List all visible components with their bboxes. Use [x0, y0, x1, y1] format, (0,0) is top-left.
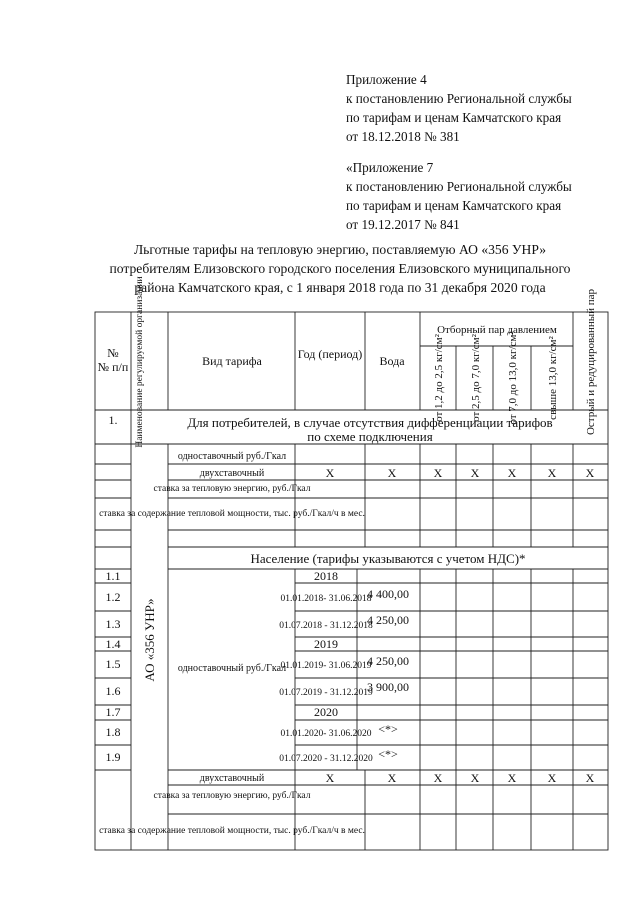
pop-rate-heat: ставка за тепловую энергию, руб./Гкал: [153, 791, 311, 801]
appendix-previous-line: «Приложение 7: [346, 160, 434, 175]
pop-row-num: 1.8: [105, 725, 121, 739]
pop-row-period: 2020: [314, 705, 338, 719]
s1-two-rate: двухставочный: [199, 468, 265, 479]
title-line: потребителям Елизовского городского поселения Елизовского муниципального: [109, 261, 571, 276]
section1-num: 1.: [108, 413, 118, 427]
pop-single-rate: одноставочный руб./Гкал: [177, 663, 287, 674]
pop-x-mark: X: [547, 771, 557, 785]
pop-row-period: 01.07.2020 - 31.12.2020: [279, 754, 373, 764]
pop-row-num: 1.9: [105, 750, 121, 764]
header-steam-group: Отборный пар давлением: [437, 324, 557, 336]
header-num: № п/п: [97, 360, 129, 374]
org-name: АО «356 УНР»: [142, 598, 157, 682]
pop-row-water: 4 250,00: [367, 613, 409, 627]
population-title: Население (тарифы указываются с учетом НДС)*: [250, 551, 526, 566]
appendix-previous-line: к постановлению Региональной службы: [346, 179, 572, 194]
pop-row-num: 1.7: [105, 705, 121, 719]
pop-row-period: 01.01.2019- 31.06.2019: [280, 661, 372, 671]
pop-row-period: 2018: [314, 569, 338, 583]
pop-x-mark: X: [387, 771, 397, 785]
appendix-current-line: по тарифам и ценам Камчатского края: [346, 110, 562, 125]
pop-row-water: <*>: [378, 722, 398, 736]
header-steam-col-4: свыше 13,0 кг/см²: [547, 336, 559, 420]
pop-row-period: 01.01.2020- 31.06.2020: [280, 729, 372, 739]
s1-x-mark: X: [387, 466, 397, 480]
pop-row-water: <*>: [378, 747, 398, 761]
s1-x-mark: X: [433, 466, 443, 480]
header-tariff-type: Вид тарифа: [202, 354, 262, 368]
s1-x-marks: [326, 466, 595, 480]
header-steam-col-1: от 1,2 до 2,5 кг/см²: [433, 334, 445, 422]
pop-row-period: 01.01.2018- 31.06.2018: [280, 594, 372, 604]
pop-row-num: 1.5: [105, 657, 121, 671]
s1-single-rate: одноставочный руб./Гкал: [177, 451, 287, 462]
s1-rate-capacity: ставка за содержание тепловой мощности, тыс. руб./Гкал/ч в мес.: [99, 509, 365, 519]
pop-x-mark: X: [433, 771, 443, 785]
header-steam-col-3: от 7,0 до 13,0 кг/см²: [507, 331, 519, 425]
appendix-previous-line: по тарифам и ценам Камчатского края: [346, 198, 562, 213]
pop-row-water: 4 400,00: [367, 587, 409, 601]
title-line: района Камчатского края, с 1 января 2018 года по 31 декабря 2020 года: [134, 280, 546, 295]
header-year: Год (период): [297, 347, 363, 361]
appendix-current-line: Приложение 4: [346, 72, 427, 87]
pop-x-marks: [326, 771, 595, 785]
appendix-previous-line: от 19.12.2017 № 841: [346, 217, 460, 232]
header-org: Наименование регулируемой организации: [135, 276, 145, 448]
appendix-current-line: от 18.12.2018 № 381: [346, 129, 460, 144]
s1-rate-heat: ставка за тепловую энергию, руб./Гкал: [153, 484, 311, 494]
pop-row-num: 1.3: [105, 617, 121, 631]
header-water: Вода: [379, 354, 405, 368]
appendix-current-line: к постановлению Региональной службы: [346, 91, 572, 106]
pop-row-water: 4 250,00: [367, 654, 409, 668]
section1-title-line1: Для потребителей, в случае отсутствия дифференциации тарифов: [187, 415, 553, 430]
pop-row-num: 1.4: [105, 637, 121, 651]
s1-x-mark: X: [547, 466, 557, 480]
pop-row-num: 1.6: [105, 684, 121, 698]
s1-x-mark: X: [507, 466, 517, 480]
header-num-line1: №: [107, 346, 119, 360]
pop-row-num: 1.1: [105, 569, 121, 583]
header-steam-col-2: от 2,5 до 7,0 кг/см²: [470, 334, 482, 422]
pop-rate-capacity: ставка за содержание тепловой мощности, тыс. руб./Гкал/ч в мес.: [99, 826, 365, 836]
pop-row-period: 01.07.2019 - 31.12.2019: [279, 688, 373, 698]
pop-x-mark: X: [325, 771, 335, 785]
section1-title-line2: по схеме подключения: [307, 429, 433, 444]
header-sharp-steam: Острый и редуцированный пар: [585, 288, 597, 436]
table-grid: [95, 312, 608, 850]
pop-x-mark: X: [470, 771, 480, 785]
pop-x-mark: X: [585, 771, 595, 785]
pop-row-period: 2019: [314, 637, 338, 651]
s1-x-mark: X: [470, 466, 480, 480]
pop-row-num: 1.2: [105, 590, 121, 604]
s1-x-mark: X: [585, 466, 595, 480]
title-line: Льготные тарифы на тепловую энергию, поставляемую АО «356 УНР»: [133, 242, 547, 257]
s1-x-mark: X: [325, 466, 335, 480]
pop-x-mark: X: [507, 771, 517, 785]
pop-two-rate: двухставочный: [199, 773, 265, 784]
pop-row-period: 01.07.2018 - 31.12.2018: [279, 621, 373, 631]
pop-row-water: 3 900,00: [367, 680, 409, 694]
